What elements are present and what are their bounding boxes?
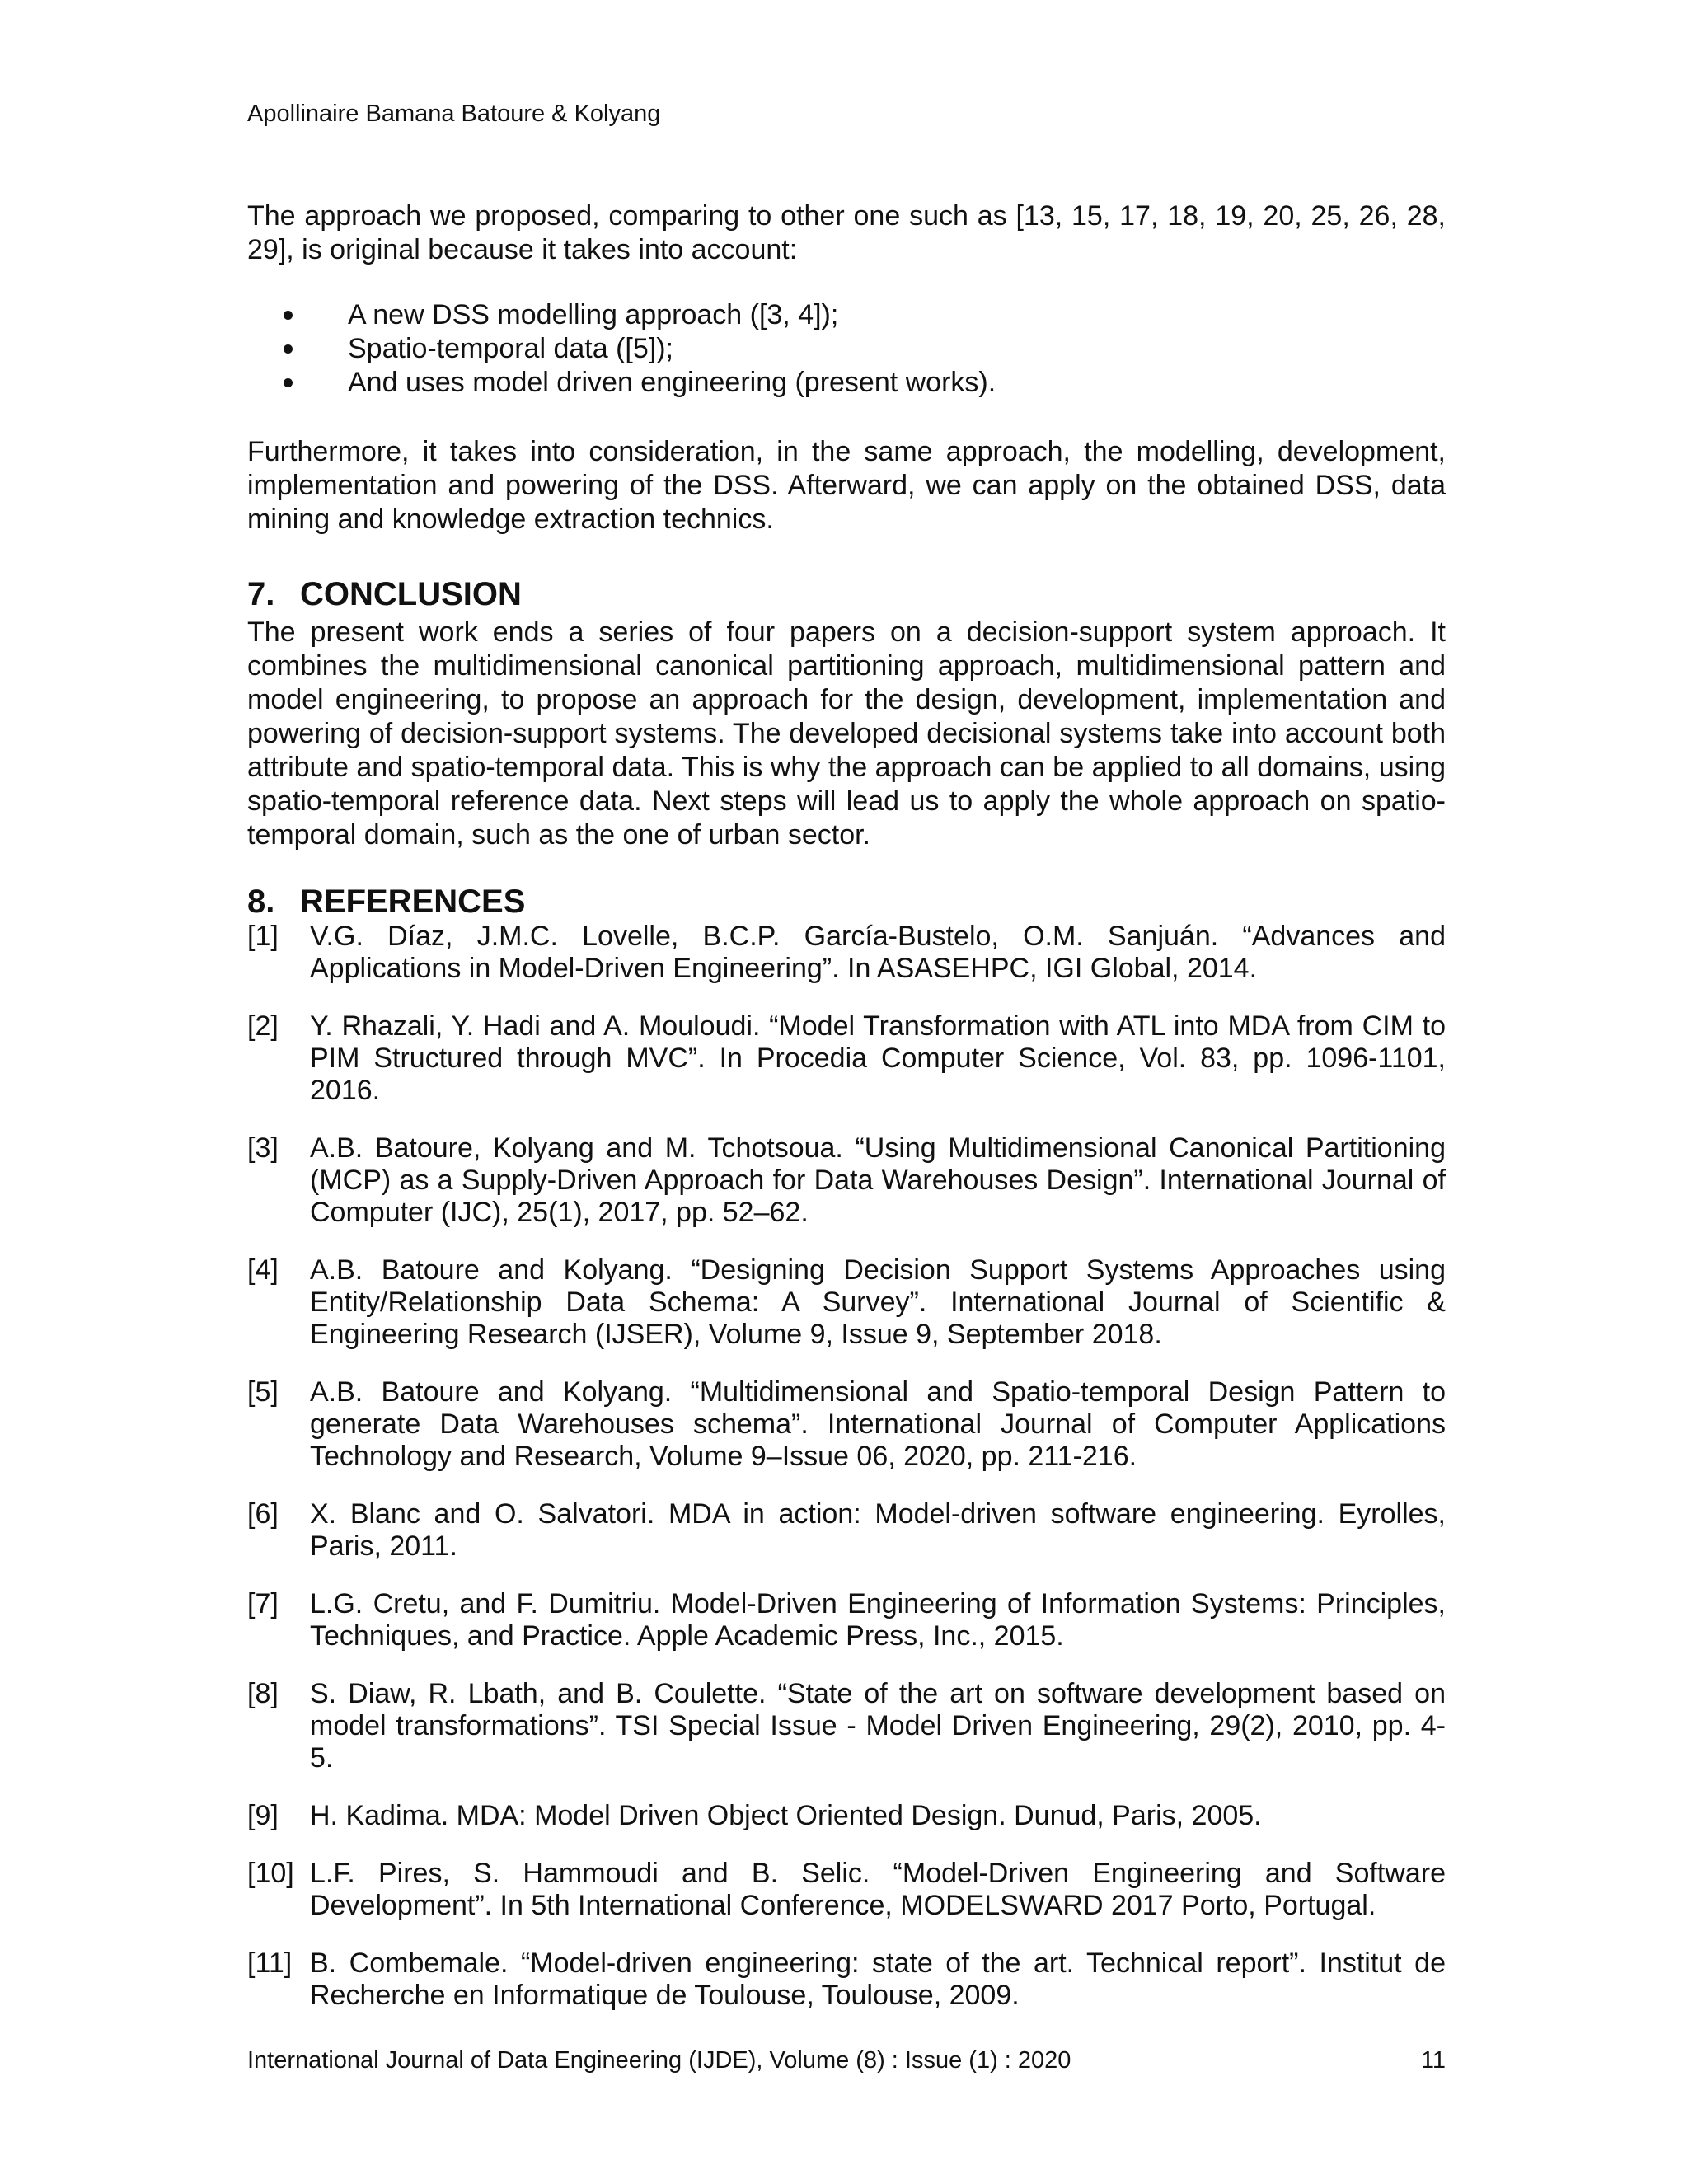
reference-text: X. Blanc and O. Salvatori. MDA in action: Model-driven software engineering. Eyrolles, Paris, 2011. xyxy=(310,1498,1446,1562)
list-item xyxy=(247,332,1446,366)
intro-paragraph: The approach we proposed, comparing to other one such as [13, 15, 17, 18, 19, 20, 25, 26, 28, 29], is original because it takes into account: xyxy=(247,200,1446,265)
reference-number: [8] xyxy=(247,1678,279,1709)
reference-item xyxy=(247,1498,1446,1563)
reference-text: V.G. Díaz, J.M.C. Lovelle, B.C.P. García-Bustelo, O.M. Sanjuán. “Advances and Applications in Model-Driven Engineering”. In ASASEHPC, IGI Global, 2014. xyxy=(310,921,1446,984)
reference-text: S. Diaw, R. Lbath, and B. Coulette. “State of the art on software development based on model transformations”. TSI Special Issue - Model Driven Engineering, 29(2), 2010, pp. 4-5. xyxy=(310,1678,1446,1774)
contribution-list xyxy=(247,298,1446,400)
reference-number: [2] xyxy=(247,1010,279,1042)
reference-text: A.B. Batoure and Kolyang. “Multidimensional and Spatio-temporal Design Pattern to generate Data Warehouses schema”. International Journal of Computer Applications Technology and Research, Volume 9–Issue 06, 2020, pp. 211-216. xyxy=(310,1376,1446,1472)
conclusion-heading xyxy=(247,574,522,614)
references-heading xyxy=(247,882,525,921)
reference-number: [6] xyxy=(247,1498,279,1530)
section-number: 8. xyxy=(247,883,275,920)
reference-list xyxy=(247,921,1446,2037)
bullet-icon xyxy=(284,311,293,320)
conclusion-paragraph: The present work ends a series of four papers on a decision-support system approach. It combines the multidimensional canonical partitioning approach, multidimensional pattern and model engineering, to propose an approach for the design, development, implementation and powering of decision-support systems. The developed decisional systems take into account both attribute and spatio-temporal data. This is why the approach can be applied to all domains, using spatio-temporal reference data. Next steps will lead us to apply the whole approach on spatio-temporal domain, such as the one of urban sector. xyxy=(247,616,1446,851)
reference-number: [3] xyxy=(247,1132,279,1164)
reference-number: [1] xyxy=(247,921,279,952)
reference-text: L.G. Cretu, and F. Dumitriu. Model-Driven Engineering of Information Systems: Principles, Techniques, and Practice. Apple Academic Press, Inc., 2015. xyxy=(310,1588,1446,1652)
reference-number: [11] xyxy=(247,1947,293,1979)
reference-item xyxy=(247,1376,1446,1473)
bullet-icon xyxy=(284,344,293,354)
reference-text: B. Combemale. “Model-driven engineering: state of the art. Technical report”. Institut de Recherche en Informatique de Toulouse, Toulouse, 2009. xyxy=(310,1947,1446,2011)
reference-item xyxy=(247,1010,1446,1107)
reference-item xyxy=(247,1858,1446,1922)
reference-number: [5] xyxy=(247,1376,279,1408)
reference-text: Y. Rhazali, Y. Hadi and A. Mouloudi. “Model Transformation with ATL into MDA from CIM to PIM Structured through MVC”. In Procedia Computer Science, Vol. 83, pp. 1096-1101, 2016. xyxy=(310,1010,1446,1106)
running-head: Apollinaire Bamana Batoure & Kolyang xyxy=(247,101,661,127)
list-item-text: A new DSS modelling approach ([3, 4]); xyxy=(348,299,839,330)
section-title: REFERENCES xyxy=(300,883,526,920)
reference-item xyxy=(247,1254,1446,1351)
reference-number: [4] xyxy=(247,1254,279,1286)
reference-number: [10] xyxy=(247,1858,294,1889)
reference-number: [7] xyxy=(247,1588,279,1619)
bullet-icon xyxy=(284,378,293,387)
reference-number: [9] xyxy=(247,1800,279,1831)
list-item-text: Spatio-temporal data ([5]); xyxy=(348,333,673,364)
furthermore-paragraph: Furthermore, it takes into consideration, in the same approach, the modelling, development, implementation and powering of the DSS. Afterward, we can apply on the obtained DSS, data mining and knowledge extraction technics. xyxy=(247,436,1446,535)
reference-text: H. Kadima. MDA: Model Driven Object Oriented Design. Dunud, Paris, 2005. xyxy=(310,1800,1262,1831)
journal-citation: International Journal of Data Engineering (IJDE), Volume (8) : Issue (1) : 2020 xyxy=(247,2047,1071,2074)
reference-text: A.B. Batoure and Kolyang. “Designing Decision Support Systems Approaches using Entity/Relationship Data Schema: A Survey”. International Journal of Scientific & Engineering Research (IJSER), Volume 9, Issue 9, September 2018. xyxy=(310,1254,1446,1350)
reference-item xyxy=(247,1800,1446,1832)
reference-item xyxy=(247,1132,1446,1229)
list-item xyxy=(247,298,1446,332)
reference-item xyxy=(247,921,1446,985)
reference-item xyxy=(247,1947,1446,2012)
list-item-text: And uses model driven engineering (present works). xyxy=(348,367,996,398)
reference-text: L.F. Pires, S. Hammoudi and B. Selic. “Model-Driven Engineering and Software Development”. In 5th International Conference, MODELSWARD 2017 Porto, Portugal. xyxy=(310,1858,1446,1921)
reference-text: A.B. Batoure, Kolyang and M. Tchotsoua. “Using Multidimensional Canonical Partitioning (MCP) as a Supply-Driven Approach for Data Warehouses Design”. International Journal of Computer (IJC), 25(1), 2017, pp. 52–62. xyxy=(310,1132,1446,1228)
reference-item xyxy=(247,1588,1446,1652)
section-number: 7. xyxy=(247,576,275,612)
section-title: CONCLUSION xyxy=(300,576,522,612)
list-item xyxy=(247,366,1446,400)
page-number: 11 xyxy=(1420,2047,1446,2074)
reference-item xyxy=(247,1678,1446,1774)
